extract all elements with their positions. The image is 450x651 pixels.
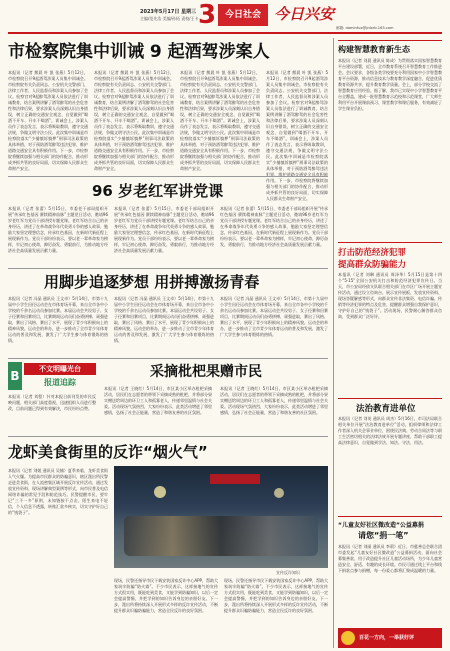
article-sports-col3: 本报讯（记者 冯晶 通讯员 王文卓）5月14日，市第十九届中小学生田径运动会在市体育场开幕，来自全市各中小学校的千余名运动员参加比赛。本届运动会共设男子、女子径赛和田赛项目，比赛期间运动员们奋勇拼搏、顽强进取，赛出了风格、赛出了水平，展现了青少年积极向上的精神风貌。运动会的举办，进一步推动了全市青少年体育运动的普及和发展，激发了广大学生参与体育锻炼的热情。 [220, 296, 328, 337]
masthead-logo: 今日兴安 [274, 5, 335, 23]
article-red-army-col3: 本报讯（记者 张蕾）5月15日，市委老干部局组织开展“传承红色基因 赓续精神血脉”主题党日活动，邀请96岁老红军为党员干部讲授专题党课。老红军结合自己的亲身经历，讲述了在革命战争年代英勇斗争的感人故事，勉励大家坚定理想信念，传承红色基因，在新时代新征程上展现新作为。党员干部纷纷表示，要以老一辈革命家为榜样，牢记初心使命，踔厉奋发、勇毅前行，为推动地方经济社会高质量发展贡献力量。 [220, 206, 328, 247]
section-donation-title-2: 请您“捐一笔” [358, 531, 409, 540]
photo-crowd [124, 516, 318, 556]
article-sports-col1: 本报讯（记者 冯晶 通讯员 王文卓）5月14日，市第十九届中小学生田径运动会在市体育场开幕，来自全市各中小学校的千余名运动员参加比赛。本届运动会共设男子、女子径赛和田赛项目，比赛期间运动员们奋勇拼搏、顽强进取，赛出了风格、赛出了水平，展现了青少年积极向上的精神风貌。运动会的举办，进一步推动了全市青少年体育运动的普及和发展，激发了广大学生参与体育锻炼的热情。 [8, 296, 108, 343]
column-badge-subtitle: 报道追踪 [44, 378, 76, 387]
column-badge-name: 不文明曝光台 [24, 363, 96, 375]
photo-light [274, 488, 284, 498]
article-red-army-col1: 本报讯（记者 张蕾）5月15日，市委老干部局组织开展“传承红色基因 赓续精神血脉”主题党日活动，邀请96岁老红军为党员干部讲授专题党课。老红军结合自己的亲身经历，讲述了在革命战争年代英勇斗争的感人故事，勉励大家坚定理想信念，传承红色基因，在新时代新征程上展现新作为。党员干部纷纷表示，要以老一辈革命家为榜样，牢记初心使命，踔厉奋发、勇毅前行，为推动地方经济社会高质量发展贡献力量。 [8, 206, 108, 253]
headline-crayfish: 龙虾美食街里的反诈“烟火气” [8, 443, 208, 461]
section-legal-education-title: 法治教育进单位 [356, 404, 416, 414]
right-rule-2 [338, 242, 442, 243]
column-badge-letter: B [8, 362, 22, 390]
section-smart-education-title: 构建智慧教育新生态 [338, 45, 410, 54]
article-red-army-col2: 本报讯（记者 张蕾）5月15日，市委老干部局组织开展“传承红色基因 赓续精神血脉”主题党日活动，邀请96岁老红军为党员干部讲授专题党课。老红军结合自己的亲身经历，讲述了在革命战争年代英勇斗争的感人故事，勉励大家坚定理想信念，传承红色基因，在新时代新征程上展现新作为。党员干部纷纷表示，要以老一辈革命家为榜样，牢记初心使命，踔厉奋发、勇毅前行，为推动地方经济社会高质量发展贡献力量。 [114, 206, 214, 253]
right-rule-1 [338, 40, 442, 41]
right-rule-3 [338, 398, 442, 399]
crayfish-street-photo [114, 466, 328, 568]
ad-badge-icon [341, 631, 355, 645]
headline-sports: 用脚步追逐梦想 用拼搏激扬青春 [44, 273, 260, 291]
photo-caption: 宣传反诈知识 [276, 570, 300, 575]
photo-light [154, 486, 166, 498]
section-legal-education-text: 本报讯（记者 刘英 通讯员 周杰）5月16日，市司法局联合相关单位开展“法治教育进单位”活动，组织律师和法律工作者深入机关企事业单位，围绕民法典、劳动合同法等与职工生活密切相关的法律法规开展专题讲座，帮助干部职工提高法律意识，自觉做到学法、知法、守法、用法。 [338, 416, 442, 445]
divider-3 [8, 358, 328, 359]
article-prosecutor-col1: 本报讯（记者 熊晨 叶 凯 张燕）5月12日，市检察院召开9起酒驾涉案人员集中训诫会。市检察院有关负责同志、公安机关交警部门、法律工作者、人民监督员和涉案人员参加了会议。检察官对9起醉驾涉案人员依法进行了训诫教育，结合案例讲解了酒驾醉驾的社会危害性和法律后果，要求涉案人员深刻认识自身错误，树立正确的交通安全观念，自觉做到“喝酒不开车、开车不喝酒”。训诫会上，涉案人员作了表态发言，表示将吸取教训，遵守交通法规，争做文明守法公民。此次集中训诫是市检察院落实“少捕慎诉慎押”刑事司法政策的具体举措，对于预防酒驾醉驾违法犯罪、维护道路交通安全具有积极作用。下一步，市检察院将继续加强与相关部门的协作配合，推动形成齐抓共管的良好局面，切实保障人民群众生命财产安全。 [8, 70, 88, 171]
photo-banner [210, 474, 260, 484]
header-date: 2023年5月17日 星期三 [140, 9, 197, 15]
article-sports-col2: 本报讯（记者 冯晶 通讯员 王文卓）5月14日，市第十九届中小学生田径运动会在市体育场开幕，来自全市各中小学校的千余名运动员参加比赛。本届运动会共设男子、女子径赛和田赛项目，比赛期间运动员们奋勇拼搏、顽强进取，赛出了风格、赛出了水平，展现了青少年积极向上的精神风貌。运动会的举办，进一步推动了全市青少年体育运动的普及和发展，激发了广大学生参与体育锻炼的热情。 [114, 296, 214, 343]
article-crayfish-col2: 现场，民警还指导市民下载安装国家反诈中心APP，帮助大家筑牢防骗“防火墙”。不少市民表示，这样接地气的宣传方式很实用，既能吃到美食，又能学到防骗知识，以后一定会提高警惕，并把学到的知识告诉身边的亲朋好友。下一步，派出所将持续深入开展形式多样的反诈宣传活动，不断提升群众识骗防骗能力，营造全民反诈的良好氛围。 [114, 578, 218, 613]
page-header [0, 0, 450, 34]
section-name: 今日社会 [218, 4, 268, 26]
headline-red-army: 96 岁老红军讲党课 [92, 182, 224, 200]
header-rule [8, 32, 442, 34]
divider-2 [8, 268, 328, 269]
section-donation-text: 本报讯（记者 刘丽 通讯员 李莉）近日，市慈善总会联合团市委发起“儿童友好社区微改造”公益募捐活动，面向社会募集善款，用于改造提升社区儿童活动场所，为少年儿童营造安全、舒适、有趣的成长环境。市民可通过线上平台和线下捐款点参与捐赠，每一份爱心都将汇聚成温暖的力量。 [338, 544, 442, 573]
article-loquat-col1: 本报讯（记者 王晓红）5月14日，市区某小区举办枇杷采摘活动，居民们在志愿者的带领下采摘成熟的枇杷，并将部分果实赠送给周边的环卫工人和孤寡老人，传递邻里温情与社会关爱。活动现场气氛热烈，大家纷纷表示，此类活动增进了邻里感情，弘扬了社会正能量，营造了和谐友善的社区氛围。 [104, 386, 212, 415]
article-prosecutor-col4: 本报讯（记者 熊晨 叶 凯 张燕）5月12日，市检察院召开9起酒驾涉案人员集中训诫会。市检察院有关负责同志、公安机关交警部门、法律工作者、人民监督员和涉案人员参加了会议。检察官对9起醉驾涉案人员依法进行了训诫教育，结合案例讲解了酒驾醉驾的社会危害性和法律后果，要求涉案人员深刻认识自身错误，树立正确的交通安全观念，自觉做到“喝酒不开车、开车不喝酒”。训诫会上，涉案人员作了表态发言，表示将吸取教训，遵守交通法规，争做文明守法公民。此次集中训诫是市检察院落实“少捕慎诉慎押”刑事司法政策的具体举措，对于预防酒驾醉驾违法犯罪、维护道路交通安全具有积极作用。下一步，市检察院将继续加强与相关部门的协作配合，推动形成齐抓共管的良好局面，切实保障人民群众生命财产安全。 [266, 70, 328, 201]
section-economic-crime-title-2: 提高群众防骗能力 [338, 260, 407, 270]
article-prosecutor-col2: 本报讯（记者 熊晨 叶 凯 张燕）5月12日，市检察院召开9起酒驾涉案人员集中训诫会。市检察院有关负责同志、公安机关交警部门、法律工作者、人民监督员和涉案人员参加了会议。检察官对9起醉驾涉案人员依法进行了训诫教育，结合案例讲解了酒驾醉驾的社会危害性和法律后果，要求涉案人员深刻认识自身错误，树立正确的交通安全观念，自觉做到“喝酒不开车、开车不喝酒”。训诫会上，涉案人员作了表态发言，表示将吸取教训，遵守交通法规，争做文明守法公民。此次集中训诫是市检察院落实“少捕慎诉慎押”刑事司法政策的具体举措，对于预防酒驾醉驾违法犯罪、维护道路交通安全具有积极作用。下一步，市检察院将继续加强与相关部门的协作配合，推动形成齐抓共管的良好局面，切实保障人民群众生命财产安全。 [94, 70, 174, 171]
headline-prosecutor: 市检察院集中训诫 9 起酒驾涉案人 [8, 42, 270, 62]
article-loquat-col2: 本报讯（记者 王晓红）5月14日，市区某小区举办枇杷采摘活动，居民们在志愿者的带领下采摘成熟的枇杷，并将部分果实赠送给周边的环卫工人和孤寡老人，传递邻里温情与社会关爱。活动现场气氛热烈，大家纷纷表示，此类活动增进了邻里感情，弘扬了社会正能量，营造了和谐友善的社区氛围。 [220, 386, 328, 415]
column-text: 本报讯（记者 刘程）针对本报日前刊发的市民反映问题，相关部门高度重视，迅速组织人员进行整改，目前问题已得到有效解决，市民纷纷点赞。 [8, 394, 96, 411]
page-number: 3 [198, 0, 217, 30]
section-economic-crime-text: 本报讯（记者 刘琳 通讯员 周泽华）5月15日是第十四个“5·15”全国公安机关打击和防范经济犯罪宣传日。当天，市公安局经侦支队联合相关部门在市区广场开展主题宣传活动，通过设立咨询台、展示宣传展板、发放宣传资料、现场答疑解惑等形式，向群众宣传非法集资、电信诈骗、传销等经济犯罪的特点及危害，提醒群众增强自我保护意识，守护好自己的“钱袋子”。活动现场，民警耐心解答群众咨询，受到群众广泛好评。 [338, 272, 442, 319]
header-staff: 主编/范先浩 美编/孙拓 责校/王卡 [140, 16, 199, 21]
section-smart-education-text: 本报讯（记者 刘晨 通讯员 陈成）为贯彻落实国家智慧教育平台建设部署，近日，全市教育系统召开智慧教育工作推进会。会议要求，各级各类学校要充分利用国家中小学智慧教育平台资源，推动信息技术与教育教学深度融合，促进优质教育资源共享，提升教育教学质量。会上，部分学校交流了智慧教育应用经验。据了解，我市已实现中小学智慧教育平台全覆盖，建成一批智慧教育示范校和示范课堂，广大师生利用平台开展课前预习、课堂教学和课后服务，有效减轻了学生课业负担。 [338, 58, 442, 111]
right-rule-4 [338, 516, 442, 517]
article-crayfish-col3: 现场，民警还指导市民下载安装国家反诈中心APP，帮助大家筑牢防骗“防火墙”。不少市民表示，这样接地气的宣传方式很实用，既能吃到美食，又能学到防骗知识，以后一定会提高警惕，并把学到的知识告诉身边的亲朋好友。下一步，派出所将持续深入开展形式多样的反诈宣传活动，不断提升群众识骗防骗能力，营造全民反诈的良好氛围。 [224, 578, 328, 613]
section-donation-title-1: “儿童友好社区微改造”公益募捐 [338, 522, 424, 529]
divider-1 [8, 176, 328, 177]
column-badge [8, 362, 96, 390]
article-prosecutor-col3: 本报讯（记者 熊晨 叶 凯 张燕）5月12日，市检察院召开9起酒驾涉案人员集中训诫会。市检察院有关负责同志、公安机关交警部门、法律工作者、人民监督员和涉案人员参加了会议。检察官对9起醉驾涉案人员依法进行了训诫教育，结合案例讲解了酒驾醉驾的社会危害性和法律后果，要求涉案人员深刻认识自身错误，树立正确的交通安全观念，自觉做到“喝酒不开车、开车不喝酒”。训诫会上，涉案人员作了表态发言，表示将吸取教训，遵守交通法规，争做文明守法公民。此次集中训诫是市检察院落实“少捕慎诉慎押”刑事司法政策的具体举措，对于预防酒驾醉驾违法犯罪、维护道路交通安全具有积极作用。下一步，市检察院将继续加强与相关部门的协作配合，推动形成齐抓共管的良好局面，切实保障人民群众生命财产安全。 [180, 70, 260, 171]
ad-banner [338, 628, 442, 648]
header-website: 邮箱: daminfux@jrdxrb.163.com [336, 26, 394, 30]
column-separator [333, 38, 334, 648]
divider-4 [8, 436, 328, 437]
article-crayfish-col1: 本报讯（记者 刘媛 通讯员 吴楠）夏季来临，龙虾美食街人气火爆。为提高市民群众的防骗意识，辖区派出所民警走进美食街，在人流密集区域开展反诈宣传活动，通过发放宣传资料、现场讲解典型案例等形式，向市民普及电信网络诈骗的常见手段和防范技巧。民警提醒市民，要牢记“三不一多”原则，未知链接不点击，陌生来电不轻信，个人信息不透露，转账汇款多核实，切实守护好自己的“钱袋子”。 [8, 468, 108, 515]
headline-loquat: 采摘枇杷果赠市民 [150, 364, 262, 380]
ad-text: 百花一方向，一举获好评 [359, 635, 415, 641]
section-economic-crime-title-1: 打击防范经济犯罪 [338, 248, 407, 258]
